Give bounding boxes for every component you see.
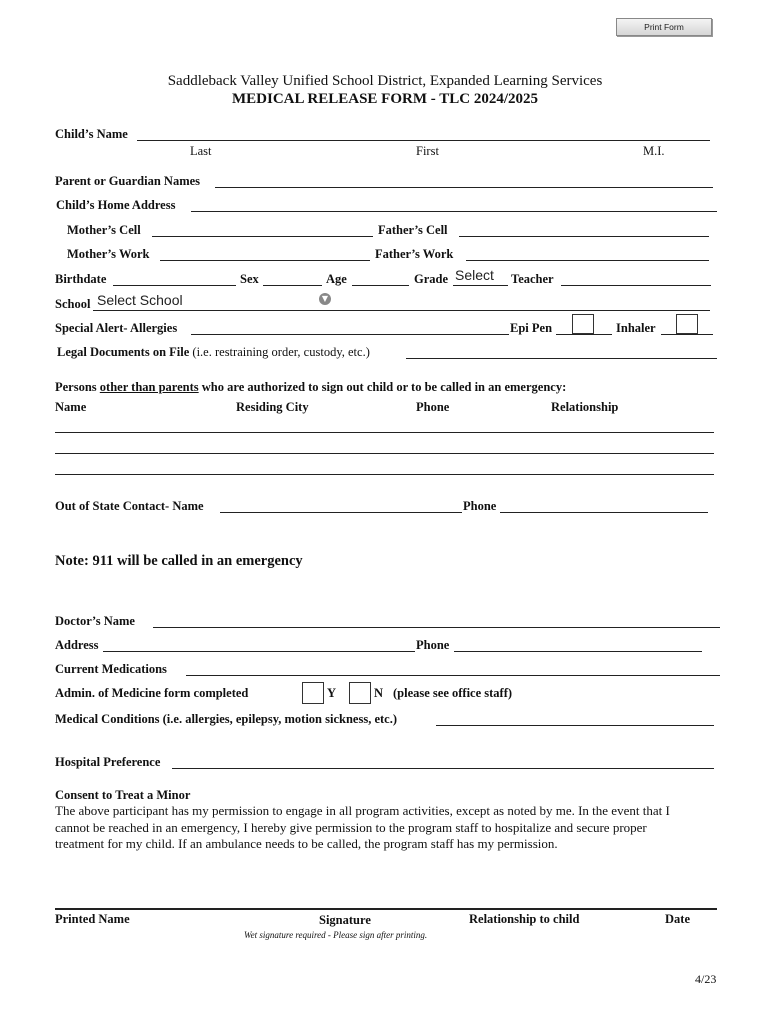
authorized-line-2[interactable] — [55, 453, 714, 454]
out-of-state-phone-field[interactable] — [500, 512, 708, 513]
epi-pen-underline — [556, 334, 612, 335]
relationship-label: Relationship to child — [469, 912, 580, 926]
doctor-field[interactable] — [153, 627, 720, 628]
consent-line-1: The above participant has my permission to engage in all program activities, except as noted by me. In the event that I — [55, 803, 670, 818]
signature-label: Signature — [319, 913, 371, 927]
parent-names-label: Parent or Guardian Names — [55, 174, 201, 188]
birthdate-field[interactable] — [113, 285, 236, 286]
teacher-field[interactable] — [561, 285, 711, 286]
consent-line-2: cannot be reached in an emergency, I hereby give permission to the program staff to hospitalize and secure proper — [55, 820, 647, 835]
mother-work-field[interactable] — [160, 260, 370, 261]
form-title: MEDICAL RELEASE FORM - TLC 2024/2025 — [231, 91, 538, 107]
birthdate-label: Birthdate — [55, 272, 107, 286]
mother-work-label: Mother’s Work — [67, 247, 150, 261]
child-name-field[interactable] — [137, 140, 710, 141]
phone-label: Phone — [416, 638, 450, 652]
home-address-field[interactable] — [191, 211, 717, 212]
sex-field[interactable] — [263, 285, 322, 286]
parent-names-field[interactable] — [215, 187, 713, 188]
inhaler-label: Inhaler — [616, 321, 656, 335]
allergies-field[interactable] — [191, 334, 509, 335]
father-cell-field[interactable] — [459, 236, 709, 237]
epi-pen-label: Epi Pen — [510, 321, 553, 335]
inhaler-underline — [661, 334, 713, 335]
admin-med-no-checkbox[interactable] — [349, 682, 371, 704]
district-name: Saddleback Valley Unified School District, Expanded Learning Services — [167, 73, 603, 89]
legal-docs-title: Legal Documents on File — [57, 345, 190, 359]
admin-med-label: Admin. of Medicine form completed — [55, 686, 249, 700]
admin-med-yes-checkbox[interactable] — [302, 682, 324, 704]
address-field[interactable] — [103, 651, 415, 652]
child-name-label: Child’s Name — [55, 127, 128, 141]
sex-label: Sex — [240, 272, 259, 286]
col-name: Name — [55, 400, 87, 414]
last-label: Last — [190, 144, 212, 158]
col-relationship: Relationship — [551, 400, 619, 414]
doctor-label: Doctor’s Name — [55, 614, 135, 628]
inhaler-checkbox[interactable] — [676, 314, 698, 334]
father-cell-label: Father’s Cell — [378, 223, 448, 237]
mother-cell-label: Mother’s Cell — [67, 223, 141, 237]
epi-pen-checkbox[interactable] — [572, 314, 594, 334]
teacher-label: Teacher — [511, 272, 554, 286]
authorized-underlined: other than parents — [99, 380, 199, 394]
wet-signature-note: Wet signature required - Please sign after printing. — [244, 930, 428, 940]
first-label: First — [416, 144, 439, 158]
chevron-down-icon[interactable]: ▼ — [319, 293, 331, 305]
age-label: Age — [326, 272, 347, 286]
note-911: Note: 911 will be called in an emergency — [55, 553, 303, 569]
medications-label: Current Medications — [55, 662, 167, 676]
hospital-field[interactable] — [172, 768, 714, 769]
page-footer: 4/23 — [695, 972, 717, 986]
phone-field[interactable] — [454, 651, 702, 652]
admin-med-note: (please see office staff) — [393, 686, 513, 700]
print-form-button[interactable]: Print Form — [616, 18, 712, 36]
hospital-label: Hospital Preference — [55, 755, 161, 769]
conditions-field[interactable] — [436, 725, 714, 726]
mi-label: M.I. — [643, 144, 665, 158]
age-field[interactable] — [352, 285, 409, 286]
school-select[interactable]: Select School — [97, 292, 183, 308]
legal-docs-label — [57, 345, 370, 360]
admin-med-yes-label: Y — [327, 686, 337, 700]
authorized-suffix: who are authorized to sign out child or to be called in an emergency: — [198, 380, 567, 394]
authorized-line-3[interactable] — [55, 474, 714, 475]
out-of-state-name-field[interactable] — [220, 512, 462, 513]
out-of-state-name-label: Out of State Contact- Name — [55, 499, 204, 513]
grade-label: Grade — [414, 272, 449, 286]
consent-heading: Consent to Treat a Minor — [55, 788, 191, 802]
col-city: Residing City — [236, 400, 309, 414]
printed-name-label: Printed Name — [55, 912, 130, 926]
conditions-label: Medical Conditions (i.e. allergies, epilepsy, motion sickness, etc.) — [55, 712, 397, 726]
grade-select[interactable]: Select — [455, 267, 494, 283]
authorized-line-1[interactable] — [55, 432, 714, 433]
school-label: School — [55, 297, 91, 311]
authorized-prefix: Persons — [55, 380, 100, 394]
address-label: Address — [55, 638, 99, 652]
out-of-state-phone-label: Phone — [463, 499, 497, 513]
consent-line-3: treatment for my child. If an ambulance needs to be called, the program staff has my permission. — [55, 836, 558, 851]
legal-docs-field[interactable] — [406, 358, 717, 359]
col-phone: Phone — [416, 400, 450, 414]
medications-field[interactable] — [186, 675, 720, 676]
school-field — [93, 310, 710, 311]
home-address-label: Child’s Home Address — [56, 198, 176, 212]
date-label: Date — [665, 912, 690, 926]
signature-line[interactable] — [55, 908, 717, 910]
legal-docs-note: (i.e. restraining order, custody, etc.) — [189, 345, 370, 359]
allergies-label: Special Alert- Allergies — [55, 321, 178, 335]
admin-med-no-label: N — [374, 686, 384, 700]
authorized-heading — [55, 380, 566, 395]
mother-cell-field[interactable] — [152, 236, 373, 237]
father-work-field[interactable] — [466, 260, 709, 261]
father-work-label: Father’s Work — [375, 247, 454, 261]
grade-field — [453, 285, 508, 286]
